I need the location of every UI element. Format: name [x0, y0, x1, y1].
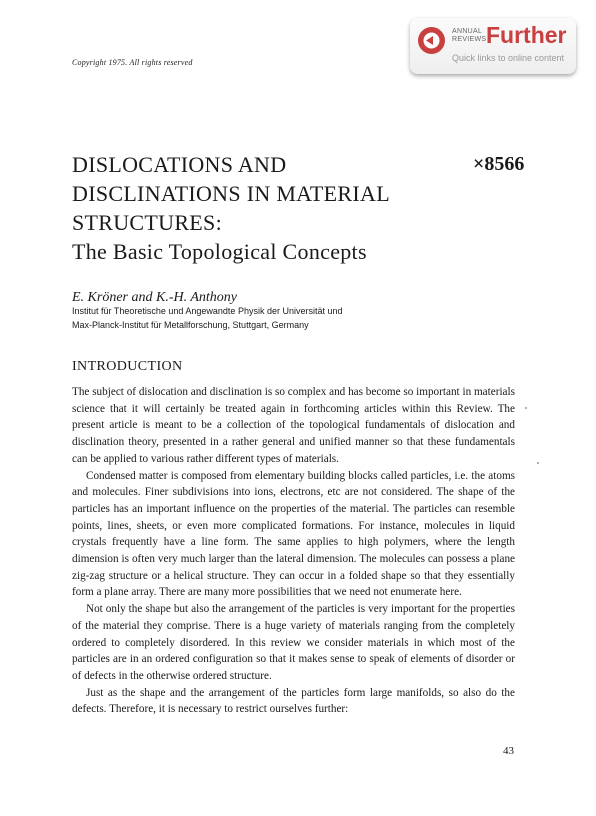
section-heading: INTRODUCTION	[72, 359, 183, 374]
article-number: ×8566	[473, 153, 525, 175]
article-title	[72, 150, 452, 266]
quick-links-text[interactable]: Quick links to online content	[452, 53, 565, 63]
paragraph: The subject of dislocation and disclination is so complex and has become so important in materials science that it will certainly be treated again in forthcoming articles within this Review. The present article is meant to be a collection of the topological fundamentals of dislocation and disclination theory, presented in a rather general and unified manner so that these fundamentals can be applied to various rather different types of materials.	[72, 386, 515, 465]
page-number: 43	[503, 745, 514, 757]
authors: E. Kröner and K.-H. Anthony	[72, 290, 238, 305]
further-title[interactable]: Further	[486, 22, 567, 48]
scan-speck	[537, 462, 539, 464]
paragraph: Just as the shape and the arrangement of the particles form large manifolds, so also do the defects. Therefore, it is necessary to restrict ourselves further:	[72, 686, 515, 716]
publisher-logo-text: ANNUAL REVIEWS	[452, 28, 487, 43]
affiliation	[72, 305, 343, 332]
title-line: DISCLINATIONS IN MATERIAL	[72, 181, 390, 206]
arrow-left-icon[interactable]	[418, 27, 445, 54]
copyright-notice: Copyright 1975. All rights reserved	[72, 58, 193, 67]
body-text	[72, 384, 515, 718]
paragraph: Not only the shape but also the arrangement of the particles is very important for the properties of the material they comprise. There is a huge variety of materials ranging from the completely ordered to completely disordered. In this review we consider materials in which most of the particles are in an ordered configuration so that it makes sense to speak of elements of disorder or of defects in the otherwise ordered structure.	[72, 603, 515, 682]
title-line: STRUCTURES:	[72, 210, 222, 235]
affiliation-line: Institut für Theoretische und Angewandte Physik der Universität und	[72, 306, 343, 316]
title-line: DISLOCATIONS AND	[72, 152, 287, 177]
scan-speck	[525, 407, 527, 409]
paragraph: Condensed matter is composed from elementary building blocks called particles, i.e. the atoms and molecules. Finer subdivisions into ions, electrons, etc are not considered. The shape of the particles has an important influence on the properties of the material. The particles can resemble points, lines, sheets, or even more complicated formations. For instance, molecules in liquid crystals frequently have a line form. The same applies to high polymers, where the length dimension is often very much larger than the lateral dimension. The molecules can possess a plane zig-zag structure or a helical structure. They can occur in a folded shape so that they essentially form a plane array. There are many more possibilities that we need not enumerate here.	[72, 469, 515, 599]
article-subtitle: The Basic Topological Concepts	[72, 239, 367, 264]
further-banner[interactable]	[410, 18, 576, 74]
affiliation-line: Max-Planck-Institut für Metallforschung, Stuttgart, Germany	[72, 319, 309, 330]
